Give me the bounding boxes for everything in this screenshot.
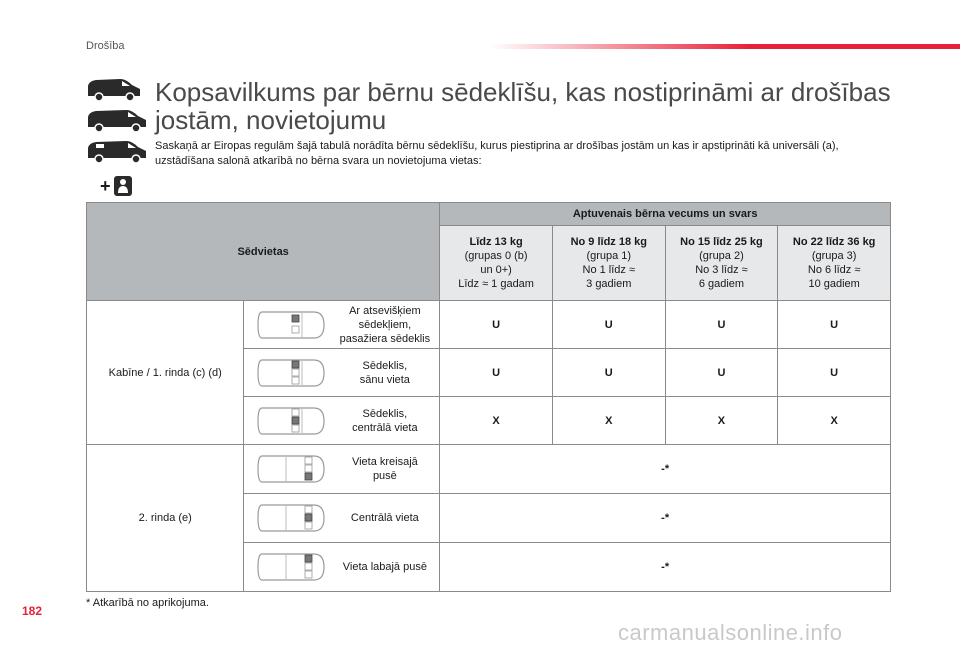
car-top-view-icon: [256, 452, 326, 486]
seat-position-cell: Sēdeklis, sānu vieta: [244, 349, 440, 397]
value-cell: U: [440, 349, 553, 397]
watermark: carmanualsonline.info: [618, 620, 843, 645]
age-group-header: No 15 līdz 25 kg (grupa 2) No 3 līdz ≈ 6 gadiem: [665, 226, 778, 301]
value-cell: X: [440, 397, 553, 445]
van-icons: [86, 76, 148, 169]
value-cell: U: [552, 349, 665, 397]
child-seat-table: [86, 202, 891, 592]
age-weight-header: Aptuvenais bērna vecums un svars: [440, 203, 891, 226]
plus-icon: +: [100, 176, 111, 196]
plus-child-seat: [100, 175, 133, 197]
age-group-header: No 9 līdz 18 kg (grupa 1) No 1 līdz ≈ 3 gadiem: [552, 226, 665, 301]
car-top-view-icon: [256, 550, 326, 584]
value-cell: U: [665, 301, 778, 349]
seat-position-cell: Sēdeklis, centrālā vieta: [244, 397, 440, 445]
van-short-icon: [86, 76, 142, 102]
footnote: * Atkarībā no aprikojuma.: [86, 597, 209, 609]
child-seat-icon: [113, 175, 133, 197]
page-title: Kopsavilkums par bērnu sēdeklīšu, kas nostiprināmi ar drošības jostām, novietojumu: [155, 77, 891, 135]
seats-header: Sēdvietas: [87, 203, 440, 301]
value-cell: -*: [440, 445, 891, 494]
seat-position-cell: Ar atsevišķiem sēdekļiem, pasažiera sēdeklis: [244, 301, 440, 349]
age-group-header: No 22 līdz 36 kg (grupa 3) No 6 līdz ≈ 10 gadiem: [778, 226, 891, 301]
table-row: [87, 301, 891, 349]
value-cell: U: [440, 301, 553, 349]
row-group-label: Kabīne / 1. rinda (c) (d): [87, 301, 244, 445]
van-medium-icon: [86, 107, 148, 133]
value-cell: U: [665, 349, 778, 397]
intro-text: Saskaņā ar Eiropas regulām šajā tabulā norādīta bērnu sēdeklīšu, kurus piestiprina ar drošības jostām un kas ir apstiprināti kā universāli (a), uzstādīšana salonā atkarībā no bērna svara un novietojuma vietas:: [155, 140, 839, 167]
value-cell: X: [665, 397, 778, 445]
car-top-view-icon: [256, 501, 326, 535]
value-cell: U: [778, 301, 891, 349]
car-top-view-icon: [256, 404, 326, 438]
value-cell: X: [552, 397, 665, 445]
car-top-view-icon: [256, 356, 326, 390]
value-cell: -*: [440, 543, 891, 592]
page-number: 182: [22, 604, 43, 618]
value-cell: -*: [440, 494, 891, 543]
age-group-header: Līdz 13 kg (grupas 0 (b) un 0+) Līdz ≈ 1 gadam: [440, 226, 553, 301]
table-row: [87, 445, 891, 494]
car-top-view-icon: [256, 308, 326, 342]
value-cell: U: [552, 301, 665, 349]
seat-position-cell: Vieta kreisajā pusē: [244, 445, 440, 494]
row-group-label: 2. rinda (e): [87, 445, 244, 592]
seat-position-cell: Centrālā vieta: [244, 494, 440, 543]
van-long-icon: [86, 138, 148, 164]
seat-position-cell: Vieta labajā pusē: [244, 543, 440, 592]
value-cell: U: [778, 349, 891, 397]
section-label: Drošība: [86, 40, 125, 52]
header-accent-bar: [490, 44, 960, 49]
value-cell: X: [778, 397, 891, 445]
